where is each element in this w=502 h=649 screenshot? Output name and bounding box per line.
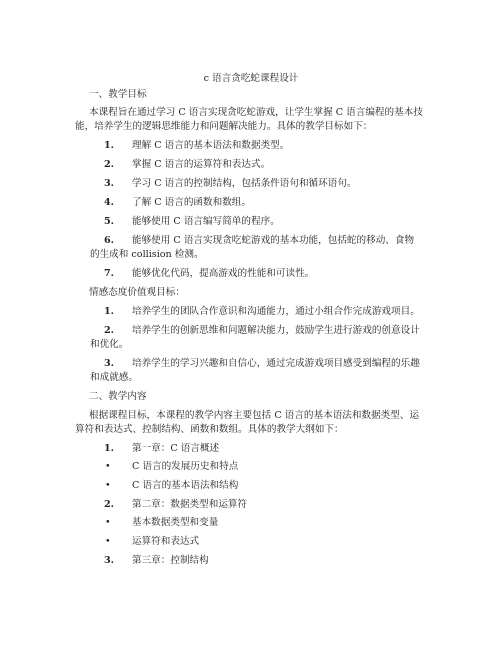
- goal-text: 能够使用 C 语言编写简单的程序。: [132, 216, 280, 227]
- emotion-goal-text: 培养学生的团队合作意识和沟通能力，通过小组合作完成游戏项目。: [132, 306, 420, 317]
- outline-subitem: 基本数据类型和变量: [132, 517, 219, 528]
- goal-number: 6.: [104, 235, 115, 246]
- outline-bullet: •: [105, 536, 111, 547]
- goal-number: 2.: [104, 159, 115, 170]
- emotion-goal-number: 3.: [104, 358, 115, 369]
- goal-number: 7.: [104, 268, 115, 279]
- content-intro-line-1: 根据课程目标，本课程的教学内容主要包括 C 语言的基本语法和数据类型、运: [89, 410, 420, 421]
- goal-text: 了解 C 语言的函数和数组。: [132, 197, 251, 208]
- outline-subitem: C 语言的基本语法和结构: [132, 480, 239, 491]
- emotion-heading: 情感态度价值观目标：: [89, 287, 185, 298]
- outline-number: 3.: [104, 555, 115, 566]
- outline-bullet: •: [105, 461, 111, 472]
- outline-number: 1.: [104, 443, 115, 454]
- emotion-goal-text: 培养学生的创新思维和问题解决能力，鼓励学生进行游戏的创意设计: [132, 325, 420, 336]
- emotion-goal-number: 2.: [104, 325, 115, 336]
- goal-number: 5.: [104, 216, 115, 227]
- section-heading-content: 二、教学内容: [89, 391, 147, 402]
- outline-item: 第一章：C 语言概述: [132, 443, 220, 454]
- goal-text-continued: 的生成和 collision 检测。: [90, 249, 204, 260]
- goal-text: 理解 C 语言的基本语法和数据类型。: [132, 140, 290, 151]
- goal-text: 学习 C 语言的控制结构，包括条件语句和循环语句。: [132, 178, 357, 189]
- intro-line-1: 本课程旨在通过学习 C 语言实现贪吃蛇游戏，让学生掌握 C 语言编程的基本技: [89, 107, 423, 118]
- outline-bullet: •: [105, 480, 111, 491]
- page-title: c 语言贪吃蛇课程设计: [203, 73, 299, 84]
- goal-number: 1.: [104, 140, 115, 151]
- emotion-goal-text-continued: 和成就感。: [90, 372, 138, 383]
- goal-number: 4.: [104, 197, 115, 208]
- goal-number: 3.: [104, 178, 115, 189]
- goal-text: 能够使用 C 语言实现贪吃蛇游戏的基本功能，包括蛇的移动、食物: [132, 235, 415, 246]
- content-intro-line-2: 算符和表达式、控制结构、函数和数组。具体的教学大纲如下：: [75, 424, 344, 435]
- intro-line-2: 能，培养学生的逻辑思维能力和问题解决能力。具体的教学目标如下：: [75, 121, 373, 132]
- outline-item: 第二章：数据类型和运算符: [132, 499, 248, 510]
- emotion-goal-text-continued: 和优化。: [90, 339, 129, 350]
- outline-subitem: C 语言的发展历史和特点: [132, 461, 239, 472]
- goal-text: 能够优化代码，提高游戏的性能和可读性。: [132, 268, 315, 279]
- outline-number: 2.: [104, 499, 115, 510]
- outline-bullet: •: [105, 517, 111, 528]
- outline-subitem: 运算符和表达式: [132, 536, 200, 547]
- outline-item: 第三章：控制结构: [132, 555, 209, 566]
- emotion-goal-number: 1.: [104, 306, 115, 317]
- goal-text: 掌握 C 语言的运算符和表达式。: [132, 159, 271, 170]
- section-heading-objectives: 一、教学目标: [89, 89, 147, 100]
- emotion-goal-text: 培养学生的学习兴趣和自信心，通过完成游戏项目感受到编程的乐趣: [132, 358, 420, 369]
